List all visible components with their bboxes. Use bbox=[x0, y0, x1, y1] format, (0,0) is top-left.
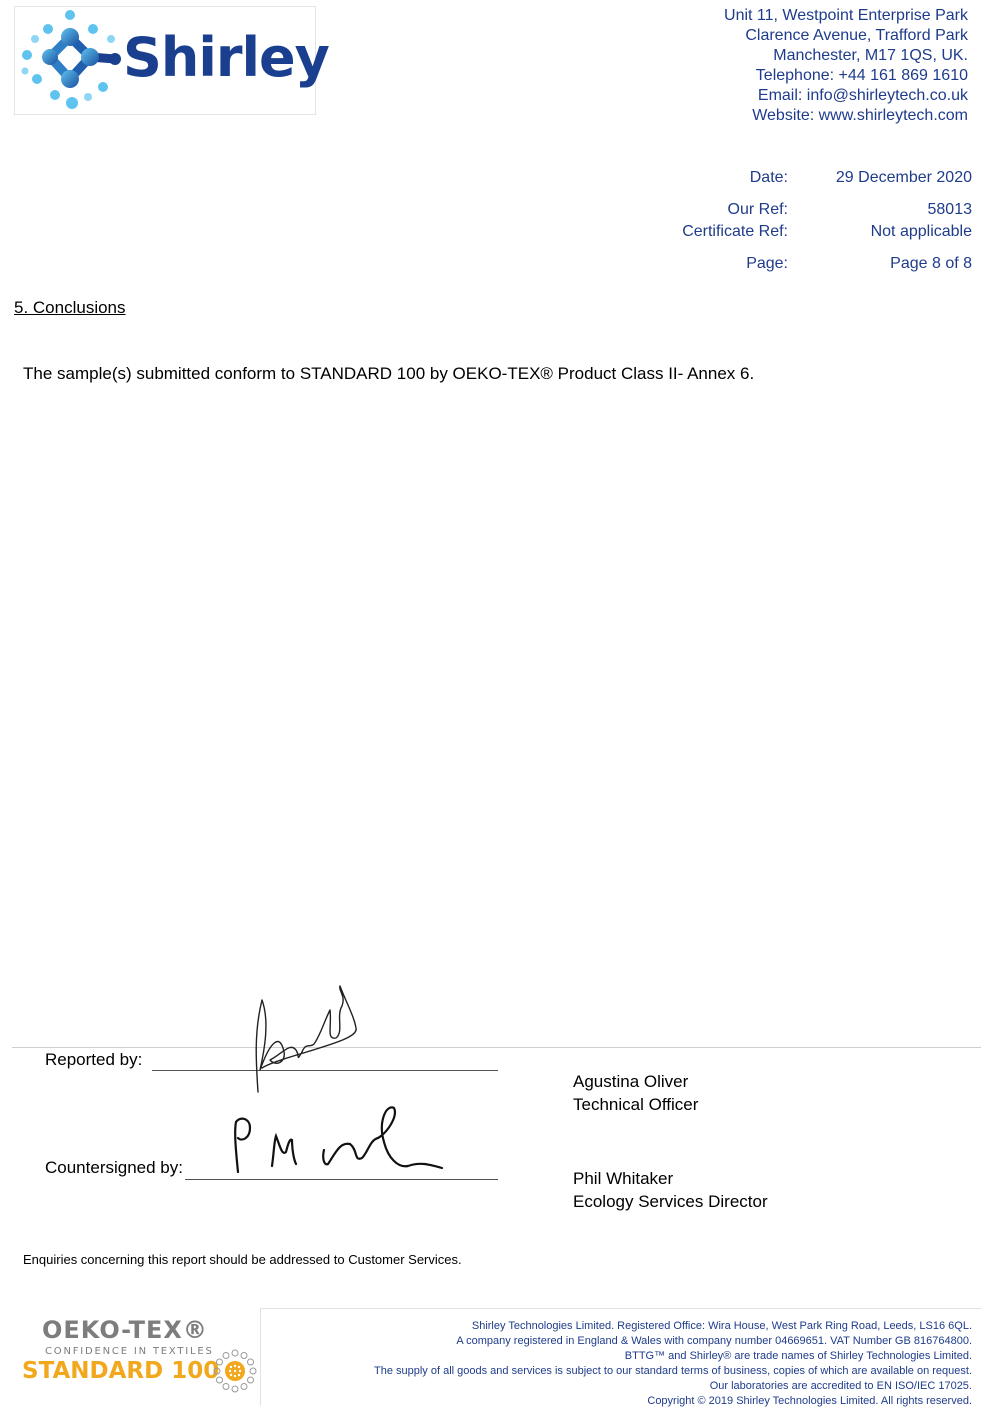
certificate-ref-label: Certificate Ref: bbox=[682, 223, 788, 240]
signature-divider bbox=[12, 1047, 981, 1048]
page-value: Page 8 of 8 bbox=[890, 255, 972, 272]
legal-line: Copyright © 2019 Shirley Technologies Limited. All rights reserved. bbox=[647, 1395, 972, 1407]
address-line: Clarence Avenue, Trafford Park bbox=[745, 27, 968, 44]
countersigned-name: Phil Whitaker bbox=[573, 1169, 674, 1188]
reported-signature-icon bbox=[240, 982, 370, 1097]
company-logo-text: Shirley bbox=[123, 26, 329, 89]
oeko-tex-flower-icon bbox=[212, 1348, 258, 1394]
email: Email: info@shirleytech.co.uk bbox=[757, 87, 968, 104]
oeko-tex-subtitle: CONFIDENCE IN TEXTILES bbox=[45, 1346, 214, 1357]
countersigned-by-label: Countersigned by: bbox=[45, 1158, 183, 1177]
countersigned-title: Ecology Services Director bbox=[573, 1192, 768, 1211]
legal-line: Shirley Technologies Limited. Registered Office: Wira House, West Park Ring Road, Leeds, LS16 6QL. bbox=[471, 1320, 972, 1332]
date-value: 29 December 2020 bbox=[835, 169, 972, 186]
company-address bbox=[724, 6, 968, 126]
footer-vertical-divider bbox=[260, 1308, 261, 1406]
legal-line: The supply of all goods and services is subject to our standard terms of business, copies of which are available on request. bbox=[374, 1365, 972, 1377]
page-row bbox=[600, 255, 972, 277]
certificate-ref-row bbox=[600, 223, 972, 245]
date-row bbox=[600, 169, 972, 191]
countersigned-signature-line bbox=[185, 1179, 498, 1180]
legal-line: Our laboratories are accredited to EN ISO/IEC 17025. bbox=[709, 1380, 972, 1392]
telephone: Telephone: +44 161 869 1610 bbox=[755, 67, 968, 84]
enquiries-note: Enquiries concerning this report should be addressed to Customer Services. bbox=[23, 1252, 462, 1267]
website: Website: www.shirleytech.com bbox=[752, 107, 968, 124]
address-line: Manchester, M17 1QS, UK. bbox=[773, 47, 968, 64]
our-ref-value: 58013 bbox=[927, 201, 972, 218]
oeko-tex-title: OEKO-TEX® bbox=[42, 1316, 208, 1344]
page-label: Page: bbox=[746, 255, 788, 272]
reported-name: Agustina Oliver bbox=[573, 1072, 689, 1091]
legal-footer bbox=[374, 1319, 972, 1409]
oeko-tex-standard: STANDARD 100 bbox=[22, 1358, 220, 1384]
our-ref-label: Our Ref: bbox=[727, 201, 788, 218]
countersigned-person bbox=[573, 1167, 768, 1213]
date-label: Date: bbox=[749, 169, 788, 186]
certificate-ref-value: Not applicable bbox=[870, 223, 972, 240]
reported-person bbox=[573, 1070, 698, 1116]
company-logo bbox=[14, 6, 329, 115]
oeko-tex-logo bbox=[18, 1316, 258, 1396]
reported-title: Technical Officer bbox=[573, 1095, 699, 1114]
countersigned-signature-icon bbox=[228, 1102, 448, 1178]
section-title: 5. Conclusions bbox=[14, 298, 126, 317]
our-ref-row bbox=[600, 201, 972, 223]
legal-line: A company registered in England & Wales with company number 04669651. VAT Number GB 816764800. bbox=[456, 1335, 972, 1347]
footer-divider bbox=[260, 1308, 982, 1309]
address-line: Unit 11, Westpoint Enterprise Park bbox=[724, 7, 968, 24]
reported-by-label: Reported by: bbox=[45, 1050, 143, 1069]
legal-line: BTTG™ and Shirley® are trade names of Shirley Technologies Limited. bbox=[624, 1350, 972, 1362]
conclusion-text: The sample(s) submitted conform to STANDARD 100 by OEKO-TEX® Product Class II- Annex 6. bbox=[23, 364, 755, 383]
